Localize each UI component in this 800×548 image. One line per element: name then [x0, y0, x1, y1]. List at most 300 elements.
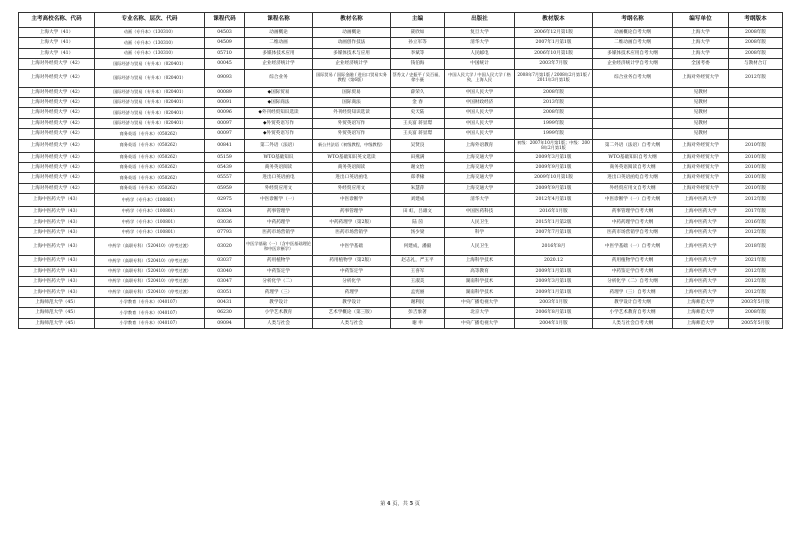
table-cell [729, 87, 783, 97]
table-cell: 上海中医药大学 [673, 266, 729, 276]
table-row [19, 227, 783, 237]
table-cell: 2010年版 [729, 162, 783, 172]
table-cell: 湖南科学技术 [445, 277, 515, 287]
table-cell: 中国统计 [445, 59, 515, 69]
table-cell: 朱慧萍 [391, 183, 445, 193]
table-cell: 上海中医药大学（43） [19, 287, 95, 297]
table-cell: 陆 茵 [391, 217, 445, 227]
table-cell: 孟宪丽 [391, 287, 445, 297]
table-row [19, 238, 783, 256]
table-row [19, 297, 783, 307]
table-cell: 进出口英语函电自考大纲 [593, 173, 673, 183]
table-cell: 湖南科学技术 [445, 287, 515, 297]
table-cell: 2008年7月第1版 / 2008年2月第1版 / 2011年3月第1版 [515, 69, 593, 87]
column-header: 考纲版本 [729, 13, 783, 28]
table-cell: 2018年版 [729, 238, 783, 256]
table-cell: 中药学（专升本）（100801） [95, 227, 205, 237]
table-cell [593, 97, 673, 107]
table-cell: 2009年9月第1版 [515, 183, 593, 193]
table-cell: 2012年版 [729, 277, 783, 287]
table-cell: 汤少梁 [391, 227, 445, 237]
table-cell: 见教材 [673, 118, 729, 128]
table-row [19, 97, 783, 107]
table-cell: WTO基础知识 [245, 152, 313, 162]
table-cell: ◆外刊经贸知识选读 [245, 108, 313, 118]
table-cell: 田燕满 [391, 152, 445, 162]
table-row [19, 183, 783, 193]
table-cell: 国际经济与贸易（专升本）（020401） [95, 118, 205, 128]
column-header: 教材版本 [515, 13, 593, 28]
table-cell: 商务英语（专升本）（050262） [95, 183, 205, 193]
table-cell: WTO基础知识自考大纲 [593, 152, 673, 162]
table-cell: 2003年7月版 [515, 59, 593, 69]
column-header: 编写单位 [673, 13, 729, 28]
table-cell: 中药学（专升本）（100801） [95, 194, 205, 207]
table-row [19, 173, 783, 183]
table-cell: 北京大学 [445, 308, 515, 318]
table-cell: 中医诊断学（一）自考大纲 [593, 194, 673, 207]
table-cell: 与教材合订 [729, 59, 783, 69]
table-cell: 04509 [205, 38, 245, 48]
table-row [19, 256, 783, 266]
table-cell: 综合业务 [245, 69, 313, 87]
syllabus-sheet [18, 12, 782, 329]
table-cell: 05557 [205, 173, 245, 183]
table-cell: 上海师范大学 [673, 297, 729, 307]
table-cell: 彭吉象著 [391, 308, 445, 318]
table-cell: 中医诊断学（一） [245, 194, 313, 207]
table-cell: 2017年版 [729, 207, 783, 217]
column-header: 教材名称 [313, 13, 391, 28]
table-cell: 上海对外经贸大学（42） [19, 97, 95, 107]
table-cell: 2012年版 [729, 287, 783, 297]
table-cell: 2012年4月第1版 [515, 194, 593, 207]
table-cell: 上海中医药大学（43） [19, 256, 95, 266]
table-cell: 谢利民 [391, 297, 445, 307]
table-cell: 人类与社会 [313, 318, 391, 328]
table-cell: 2020.12 [515, 256, 593, 266]
table-cell: ◆外贸英语写作 [245, 118, 313, 128]
table-cell: 2005年5月版 [729, 318, 783, 328]
table-cell: 第二外语（法语）自考大纲 [593, 139, 673, 152]
table-cell: 国际经济与贸易（专升本）（020401） [95, 59, 205, 69]
table-cell: 中药鉴定学 [245, 266, 313, 276]
table-cell: 药用植物学自考大纲 [593, 256, 673, 266]
table-row [19, 139, 783, 152]
table-cell: 上海对外经贸大学 [673, 152, 729, 162]
table-cell: 小学教育（专升本）（040107） [95, 318, 205, 328]
table-cell: 2009年3月第1版 [515, 152, 593, 162]
table-cell: 清华大学 [445, 194, 515, 207]
table-cell: 中药学（高职专科）（520410）（停考过渡） [95, 238, 205, 256]
table-cell: 2003年5月版 [729, 297, 783, 307]
table-cell: 05439 [205, 162, 245, 172]
table-cell: 药事管理学 [313, 207, 391, 217]
footer-prefix: 第 [380, 501, 386, 507]
table-cell: 03040 [205, 266, 245, 276]
table-cell [593, 87, 673, 97]
table-cell: 外贸英语写作 [313, 118, 391, 128]
table-cell: 中药学（高职专科）（520410）（停考过渡） [95, 256, 205, 266]
table-cell: 2007年7月第1版 [515, 227, 593, 237]
table-cell: 教学设计 [313, 297, 391, 307]
table-row [19, 277, 783, 287]
table-cell: 中药学（高职专科）（520410）（停考过渡） [95, 266, 205, 276]
table-cell: 上海对外经贸大学（42） [19, 162, 95, 172]
table-cell: 2003年1月版 [515, 297, 593, 307]
table-cell: 上海中医药大学（43） [19, 217, 95, 227]
table-cell: 二维动画自考大纲 [593, 38, 673, 48]
table-cell: 聂欣如 [391, 28, 445, 38]
table-cell: 03047 [205, 277, 245, 287]
table-cell: 07793 [205, 227, 245, 237]
table-cell: 进出口英语函电 [313, 173, 391, 183]
table-cell: 钱伯海 [391, 59, 445, 69]
table-cell [593, 118, 673, 128]
table-cell: 药事管理学自考大纲 [593, 207, 673, 217]
table-cell: 教学设计自考大纲 [593, 297, 673, 307]
table-cell: 商务英语（专升本）（050262） [95, 173, 205, 183]
table-cell: 2010年版 [729, 139, 783, 152]
table-cell: 国际商法 [313, 97, 391, 107]
table-cell: 2008年版 [515, 87, 593, 97]
table-cell: 国际贸易 / 国际金融 / 进出口贸易实务教程（第6版） [313, 69, 391, 87]
table-cell: 2008年版 [729, 48, 783, 58]
table-cell: 03037 [205, 256, 245, 266]
table-cell: 上海对外经贸大学（42） [19, 152, 95, 162]
table-cell: 医药市场营销学 [245, 227, 313, 237]
table-cell: 综合业务自考大纲 [593, 69, 673, 87]
table-row [19, 28, 783, 38]
table-cell: 中药鉴定学自考大纲 [593, 266, 673, 276]
table-cell: 上海对外经贸大学（42） [19, 69, 95, 87]
table-cell: 03020 [205, 238, 245, 256]
table-cell: 2009年3月第1版 [515, 277, 593, 287]
table-cell: 1999年版 [515, 118, 593, 128]
footer-page-number: 4 [386, 501, 391, 507]
table-cell: 2015年1月第2版 [515, 217, 593, 227]
table-cell [729, 118, 783, 128]
table-cell [593, 129, 673, 139]
table-cell: 2009年9月第1版 [515, 162, 593, 172]
table-cell: 动画概论 [313, 28, 391, 38]
table-row [19, 38, 783, 48]
table-cell: 上海中医药大学 [673, 256, 729, 266]
table-cell: 上海对外经贸大学（42） [19, 129, 95, 139]
table-cell: 谢 申 [391, 318, 445, 328]
table-cell: 商务英语（专升本）（050262） [95, 152, 205, 162]
table-cell: 上海大学（41） [19, 28, 95, 38]
table-cell: 2012年版 [729, 266, 783, 276]
table-row [19, 162, 783, 172]
table-cell: 上海师范大学（45） [19, 308, 95, 318]
table-row [19, 118, 783, 128]
table-cell: 1999年版 [515, 129, 593, 139]
table-cell: 2010年版 [729, 173, 783, 183]
table-cell: 国际经济与贸易（专升本）（020401） [95, 108, 205, 118]
table-cell: 商务英语阅读 [245, 162, 313, 172]
table-cell: 上海交通大学 [445, 173, 515, 183]
table-cell: 09094 [205, 318, 245, 328]
table-cell: 上海交通大学 [445, 152, 515, 162]
table-cell: 上海中医药大学（43） [19, 266, 95, 276]
table-cell: 2007年1月第1版 [515, 38, 593, 48]
table-cell: 国际经济与贸易（专升本）（020401） [95, 69, 205, 87]
table-cell: 上海中医药大学（43） [19, 238, 95, 256]
table-cell: 人民卫生 [445, 238, 515, 256]
table-cell: 谢文怡 [391, 162, 445, 172]
table-cell: 中国医药科技 [445, 207, 515, 217]
table-cell: 2008年版 [729, 28, 783, 38]
table-cell: 中国人民大学 [445, 118, 515, 128]
table-cell: 中药学（专升本）（100801） [95, 207, 205, 217]
table-cell: 多媒体技术与应用 [313, 48, 391, 58]
table-cell: 动画创作技法 [313, 38, 391, 48]
table-cell: 2006年10月第1版 [515, 48, 593, 58]
table-cell: 小学艺术教育自考大纲 [593, 308, 673, 318]
table-cell: WTO基础知识英文选读 [313, 152, 391, 162]
table-cell: 2016年8月 [515, 238, 593, 256]
table-cell: 2008年版 [729, 38, 783, 48]
table-cell: 00097 [205, 129, 245, 139]
table-cell: 商务英语（专升本）（050262） [95, 162, 205, 172]
table-cell: 上海大学（41） [19, 48, 95, 58]
table-cell: 2013年版 [515, 97, 593, 107]
table-cell: 商务英语阅读 [313, 162, 391, 172]
table-cell: 史天陆 [391, 108, 445, 118]
table-cell: 上海师范大学 [673, 318, 729, 328]
table-cell: 医药市场营销学 [313, 227, 391, 237]
page-footer [0, 500, 800, 507]
table-cell: ◆国际贸易 [245, 87, 313, 97]
table-cell: 2012年版 [729, 194, 783, 207]
table-cell: 中国人民大学 [445, 87, 515, 97]
table-cell: 小学教育（专升本）（040107） [95, 308, 205, 318]
table-cell: 00097 [205, 118, 245, 128]
table-cell: 2006年12月第1版 [515, 28, 593, 38]
table-cell: 田 虹，吕雄文 [391, 207, 445, 217]
table-cell: 企业经济统计学自考大纲 [593, 59, 673, 69]
table-cell: 国际经济与贸易（专升本）（020401） [95, 87, 205, 97]
table-cell: 吴贤良 [391, 139, 445, 152]
table-cell: 上海外语教育 [445, 139, 515, 152]
table-cell: 孙立军等 [391, 38, 445, 48]
table-cell: 中医诊断学 [313, 194, 391, 207]
column-header: 主考高校名称、代码 [19, 13, 95, 28]
table-cell: 药用植物学 [245, 256, 313, 266]
table-cell: 复旦大学 [445, 28, 515, 38]
table-cell: 上海对外经贸大学 [673, 139, 729, 152]
table-row [19, 318, 783, 328]
table-row [19, 217, 783, 227]
table-cell: 上海中医药大学 [673, 207, 729, 217]
table-row [19, 129, 783, 139]
table-cell: 中药学（高职专科）（520410）（停考过渡） [95, 277, 205, 287]
table-cell: 第二外语（法语） [245, 139, 313, 152]
column-header: 出版社 [445, 13, 515, 28]
table-cell: 03051 [205, 287, 245, 297]
table-row [19, 152, 783, 162]
table-cell: 分析化学 [313, 277, 391, 287]
table-cell: 李斌等 [391, 48, 445, 58]
table-cell: 新公共法语（初级教程，中级教程） [313, 139, 391, 152]
table-cell: 外经贸应用文 [313, 183, 391, 193]
table-cell: 2008年版 [515, 108, 593, 118]
table-cell: 中药学（专升本）（100801） [95, 217, 205, 227]
table-cell: 见教材 [673, 129, 729, 139]
table-cell: 药理学 [313, 287, 391, 297]
table-cell: 赵志礼，严玉平 [391, 256, 445, 266]
table-cell: 全国考委 [673, 59, 729, 69]
table-cell: 动画概论自考大纲 [593, 28, 673, 38]
table-cell: 分析化学（二）自考大纲 [593, 277, 673, 287]
table-cell: ◆国际商法 [245, 97, 313, 107]
table-cell: 中医学基础（一）自考大纲 [593, 238, 673, 256]
table-cell: 2010年版 [729, 183, 783, 193]
table-cell: 上海中医药大学（43） [19, 194, 95, 207]
table-cell: 2016年1月版 [515, 207, 593, 217]
table-cell: 05159 [205, 152, 245, 162]
course-table [18, 12, 783, 329]
table-cell: 药用植物学（第2版） [313, 256, 391, 266]
table-cell: 上海中医药大学 [673, 217, 729, 227]
table-cell: ◆外贸英语写作 [245, 129, 313, 139]
table-cell: 中医学基础（一）（含中医基础理论和中医诊断学） [245, 238, 313, 256]
table-cell: 外经贸应用文自考大纲 [593, 183, 673, 193]
table-cell: 蔡秀文 / 史振平 / 吴百福，徐小薇 [391, 69, 445, 87]
table-cell: 人类与社会 [245, 318, 313, 328]
table-cell: 上海大学 [673, 28, 729, 38]
table-row [19, 108, 783, 118]
column-header: 专业名称、层次、代码 [95, 13, 205, 28]
table-cell: 商务英语（专升本）（050262） [95, 129, 205, 139]
table-cell: 二维动画 [245, 38, 313, 48]
table-cell: 03034 [205, 207, 245, 217]
footer-suffix: 页 [414, 501, 420, 507]
table-cell: 2012年版 [729, 227, 783, 237]
table-cell: 药理学（三）自考大纲 [593, 287, 673, 297]
table-cell: 高等教育 [445, 266, 515, 276]
table-cell: 动画概论 [245, 28, 313, 38]
table-row [19, 266, 783, 276]
table-row [19, 59, 783, 69]
table-cell: 2010年版 [729, 152, 783, 162]
table-cell: 教学设计 [245, 297, 313, 307]
table-cell: 上海交通大学 [445, 162, 515, 172]
footer-middle: 页，共 [392, 501, 408, 507]
table-cell: 上海科学技术 [445, 256, 515, 266]
table-cell: 上海师范大学（45） [19, 318, 95, 328]
table-cell: 小学艺术教育 [245, 308, 313, 318]
table-cell: 中医学基础 [313, 238, 391, 256]
table-cell: 04503 [205, 28, 245, 38]
table-cell: 上海中医药大学（43） [19, 227, 95, 237]
table-cell: 上海师范大学（45） [19, 297, 95, 307]
table-cell: 艺术学概论（第三版） [313, 308, 391, 318]
table-cell: 中央广播电视大学 [445, 318, 515, 328]
table-cell: 2021年版 [729, 256, 783, 266]
table-row [19, 48, 783, 58]
table-cell: 何建成，潘毅 [391, 238, 445, 256]
table-cell: 上海对外经贸大学（42） [19, 139, 95, 152]
table-cell: 进出口英语函电 [245, 173, 313, 183]
table-cell [729, 97, 783, 107]
table-cell: 上海中医药大学 [673, 287, 729, 297]
table-cell: 上海对外经贸大学 [673, 173, 729, 183]
table-cell: 00431 [205, 297, 245, 307]
table-cell: 上海师范大学 [673, 308, 729, 318]
table-cell: 05959 [205, 183, 245, 193]
table-cell: 外经贸应用文 [245, 183, 313, 193]
column-header: 主编 [391, 13, 445, 28]
table-cell: 中国人民大学 [445, 108, 515, 118]
table-cell: 见教材 [673, 97, 729, 107]
table-cell: 上海对外经贸大学（42） [19, 173, 95, 183]
table-cell: 2009年1月第1版 [515, 266, 593, 276]
table-cell: 商务英语（专升本）（050262） [95, 139, 205, 152]
table-cell: 2004年1月版 [515, 318, 593, 328]
table-cell: 05710 [205, 48, 245, 58]
table-cell: 分析化学（二） [245, 277, 313, 287]
table-cell: 02975 [205, 194, 245, 207]
table-cell: 2009年1月第1版 [515, 287, 593, 297]
table-cell: 药事管理学 [245, 207, 313, 217]
table-cell: 薛荣久 [391, 87, 445, 97]
table-cell: 上海对外经贸大学 [673, 162, 729, 172]
table-cell: 清华大学 [445, 38, 515, 48]
table-cell: 国际经济与贸易（专升本）（020401） [95, 97, 205, 107]
table-cell: 中药药理学自考大纲 [593, 217, 673, 227]
table-cell: 上海对外经贸大学 [673, 69, 729, 87]
table-cell: 上海中医药大学 [673, 227, 729, 237]
table-cell: 00096 [205, 108, 245, 118]
table-cell: 上海中医药大学（43） [19, 207, 95, 217]
table-cell: 王关富 蒋显璟 [391, 118, 445, 128]
table-row [19, 87, 783, 97]
table-cell: 上海中医药大学 [673, 194, 729, 207]
table-cell: 中药药理学 [245, 217, 313, 227]
column-header: 课程代码 [205, 13, 245, 28]
table-cell: 上海大学 [673, 38, 729, 48]
table-cell: 上海对外经贸大学（42） [19, 59, 95, 69]
table-cell: 上海中医药大学（43） [19, 277, 95, 287]
table-cell: 多媒体技术应用自考大纲 [593, 48, 673, 58]
table-cell: 2009年10月第1版 [515, 173, 593, 183]
footer-page-total: 5 [409, 501, 414, 507]
table-cell: 企业经济统计学 [245, 59, 313, 69]
table-cell [729, 108, 783, 118]
table-cell: 商务英语阅读自考大纲 [593, 162, 673, 172]
table-cell: 06230 [205, 308, 245, 318]
table-cell: 多媒体技术应用 [245, 48, 313, 58]
table-cell: 上海对外经贸大学（42） [19, 108, 95, 118]
table-cell: 见教材 [673, 87, 729, 97]
table-row [19, 308, 783, 318]
table-cell: 药理学（三） [245, 287, 313, 297]
table-cell: 刘建成 [391, 194, 445, 207]
table-cell: 上海对外经贸大学（42） [19, 87, 95, 97]
table-cell: 上海交通大学 [445, 183, 515, 193]
table-cell: 金 春 [391, 97, 445, 107]
table-cell: 中国人民大学 [445, 129, 515, 139]
table-cell: 中国人民大学 / 中国人民大学 / 格致，上海人民 [445, 69, 515, 87]
table-cell: 人类与社会自考大纲 [593, 318, 673, 328]
table-cell: 中央广播电视大学 [445, 297, 515, 307]
table-cell: 上海对外经贸大学 [673, 183, 729, 193]
table-cell: 外贸英语写作 [313, 129, 391, 139]
table-cell: 中药学（高职专科）（520410）（停考过渡） [95, 287, 205, 297]
table-cell: 2016年版 [729, 217, 783, 227]
